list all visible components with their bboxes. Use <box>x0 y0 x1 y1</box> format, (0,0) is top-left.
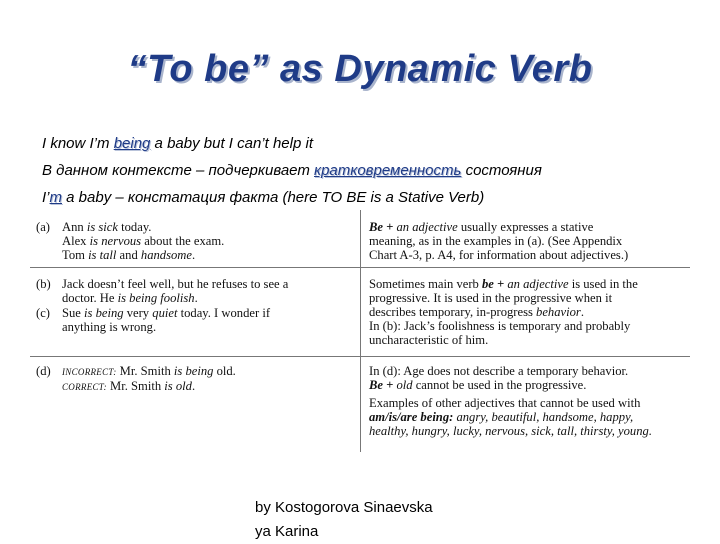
text: Sue <box>62 306 85 320</box>
intro-line-1-pre: I know I’m <box>42 135 114 152</box>
text: usually expresses a stative <box>457 220 594 234</box>
text: Tom <box>62 248 89 262</box>
intro-line-3 <box>42 184 692 211</box>
example-label-c: (c) <box>36 306 50 320</box>
note-line <box>369 220 687 234</box>
text: Alex <box>62 234 90 248</box>
text: Mr. Smith <box>106 379 165 393</box>
note-bc <box>369 277 687 347</box>
text-italic: behavior <box>536 305 581 319</box>
example-a-line <box>62 248 224 262</box>
note-line: Examples of other adjectives that cannot be used with <box>369 396 641 410</box>
note-line <box>369 424 687 438</box>
text: is used in the <box>568 277 638 291</box>
text: Ann <box>62 220 87 234</box>
example-c <box>62 306 270 334</box>
intro-line-3-pre: I’ <box>42 189 50 206</box>
text-italic: is nervous <box>89 234 142 248</box>
text-bold: Be + <box>369 378 397 392</box>
author-credit <box>255 496 433 544</box>
intro-line-3-post: a baby – констатация факта (here TO BE is a Stative Verb) <box>62 189 485 206</box>
text: . <box>191 248 196 262</box>
text-bold: Be + <box>369 220 397 234</box>
text-italic: is being <box>84 306 124 320</box>
example-b-line <box>62 291 288 305</box>
note-line: progressive. It is used in the progressive when it <box>369 291 613 305</box>
example-c-line <box>62 306 270 320</box>
note-line <box>369 305 687 319</box>
text: very <box>123 306 153 320</box>
example-c-line: anything is wrong. <box>62 320 157 334</box>
author-line-1: by Kostogorova Sinaevska <box>255 499 433 516</box>
text-italic: is old <box>164 379 192 393</box>
text: and <box>116 248 141 262</box>
example-d-line <box>62 364 236 379</box>
example-a <box>62 220 224 262</box>
intro-line-2-highlight: кратковременность <box>314 162 462 179</box>
text: today. <box>117 220 152 234</box>
text-italic: handsome <box>140 248 192 262</box>
intro-line-2 <box>42 157 692 184</box>
note-line: Chart A-3, p. A4, for information about adjectives.) <box>369 248 629 262</box>
grammar-chart <box>30 210 690 452</box>
example-b-line: Jack doesn’t feel well, but he refuses to see a <box>62 277 289 291</box>
row-divider <box>30 267 690 268</box>
example-label-a: (a) <box>36 220 50 234</box>
example-a-line <box>62 234 224 248</box>
example-d-line <box>62 379 236 394</box>
text-italic: is tall <box>88 248 117 262</box>
incorrect-tag: INCORRECT: <box>62 367 117 377</box>
text: Sometimes main verb <box>369 277 482 291</box>
text-bold: be + <box>481 277 508 291</box>
text-bold: am/is/are being: <box>369 410 454 424</box>
text-italic: is being <box>173 364 214 378</box>
note-line <box>369 378 687 392</box>
text-italic: an adjective <box>507 277 569 291</box>
text-italic: is being foolish <box>117 291 195 305</box>
note-line: In (b): Jack’s foolishness is temporary and probably <box>369 319 631 333</box>
note-d <box>369 364 687 438</box>
intro-line-2-post: состояния <box>461 162 542 179</box>
text: Mr. Smith <box>116 364 174 378</box>
correct-tag: CORRECT: <box>62 382 107 392</box>
intro-text <box>42 130 692 211</box>
text-italic: angry, beautiful, handsome, happy, <box>453 410 634 424</box>
intro-line-3-highlight: m <box>49 189 62 206</box>
text: . <box>194 291 198 305</box>
column-divider <box>360 210 361 452</box>
note-a <box>369 220 687 262</box>
note-line <box>369 277 687 291</box>
text: . <box>580 305 584 319</box>
text-italic: old <box>396 378 413 392</box>
slide-title: “To be” as Dynamic Verb <box>127 48 593 90</box>
text-italic: is sick <box>86 220 118 234</box>
text-italic: quiet <box>152 306 178 320</box>
note-line: uncharacteristic of him. <box>369 333 489 347</box>
text-italic: healthy, hungry, lucky, nervous, sick, tall, thirsty, young. <box>369 424 652 438</box>
intro-line-1 <box>42 130 692 157</box>
text: about the exam. <box>141 234 225 248</box>
note-line: In (d): Age does not describe a temporary behavior. <box>369 364 629 378</box>
example-a-line <box>62 220 224 234</box>
intro-line-2-pre: В данном контексте – подчеркивает <box>42 162 314 179</box>
example-d <box>62 364 236 394</box>
example-b <box>62 277 288 305</box>
example-label-d: (d) <box>36 364 51 378</box>
author-line-2: ya Karina <box>255 523 319 540</box>
text: cannot be used in the progressive. <box>412 378 587 392</box>
text: old. <box>213 364 236 378</box>
note-line <box>369 410 687 424</box>
text: doctor. He <box>62 291 118 305</box>
note-line: meaning, as in the examples in (a). (See Appendix <box>369 234 623 248</box>
example-label-b: (b) <box>36 277 51 291</box>
intro-line-1-highlight: being <box>113 135 151 152</box>
text: today. I wonder if <box>177 306 271 320</box>
text: . <box>191 379 196 393</box>
text-italic: an adjective <box>396 220 458 234</box>
row-divider <box>30 356 690 357</box>
intro-line-1-post: a baby but I can’t help it <box>150 135 313 152</box>
text: describes temporary, in-progress <box>369 305 537 319</box>
